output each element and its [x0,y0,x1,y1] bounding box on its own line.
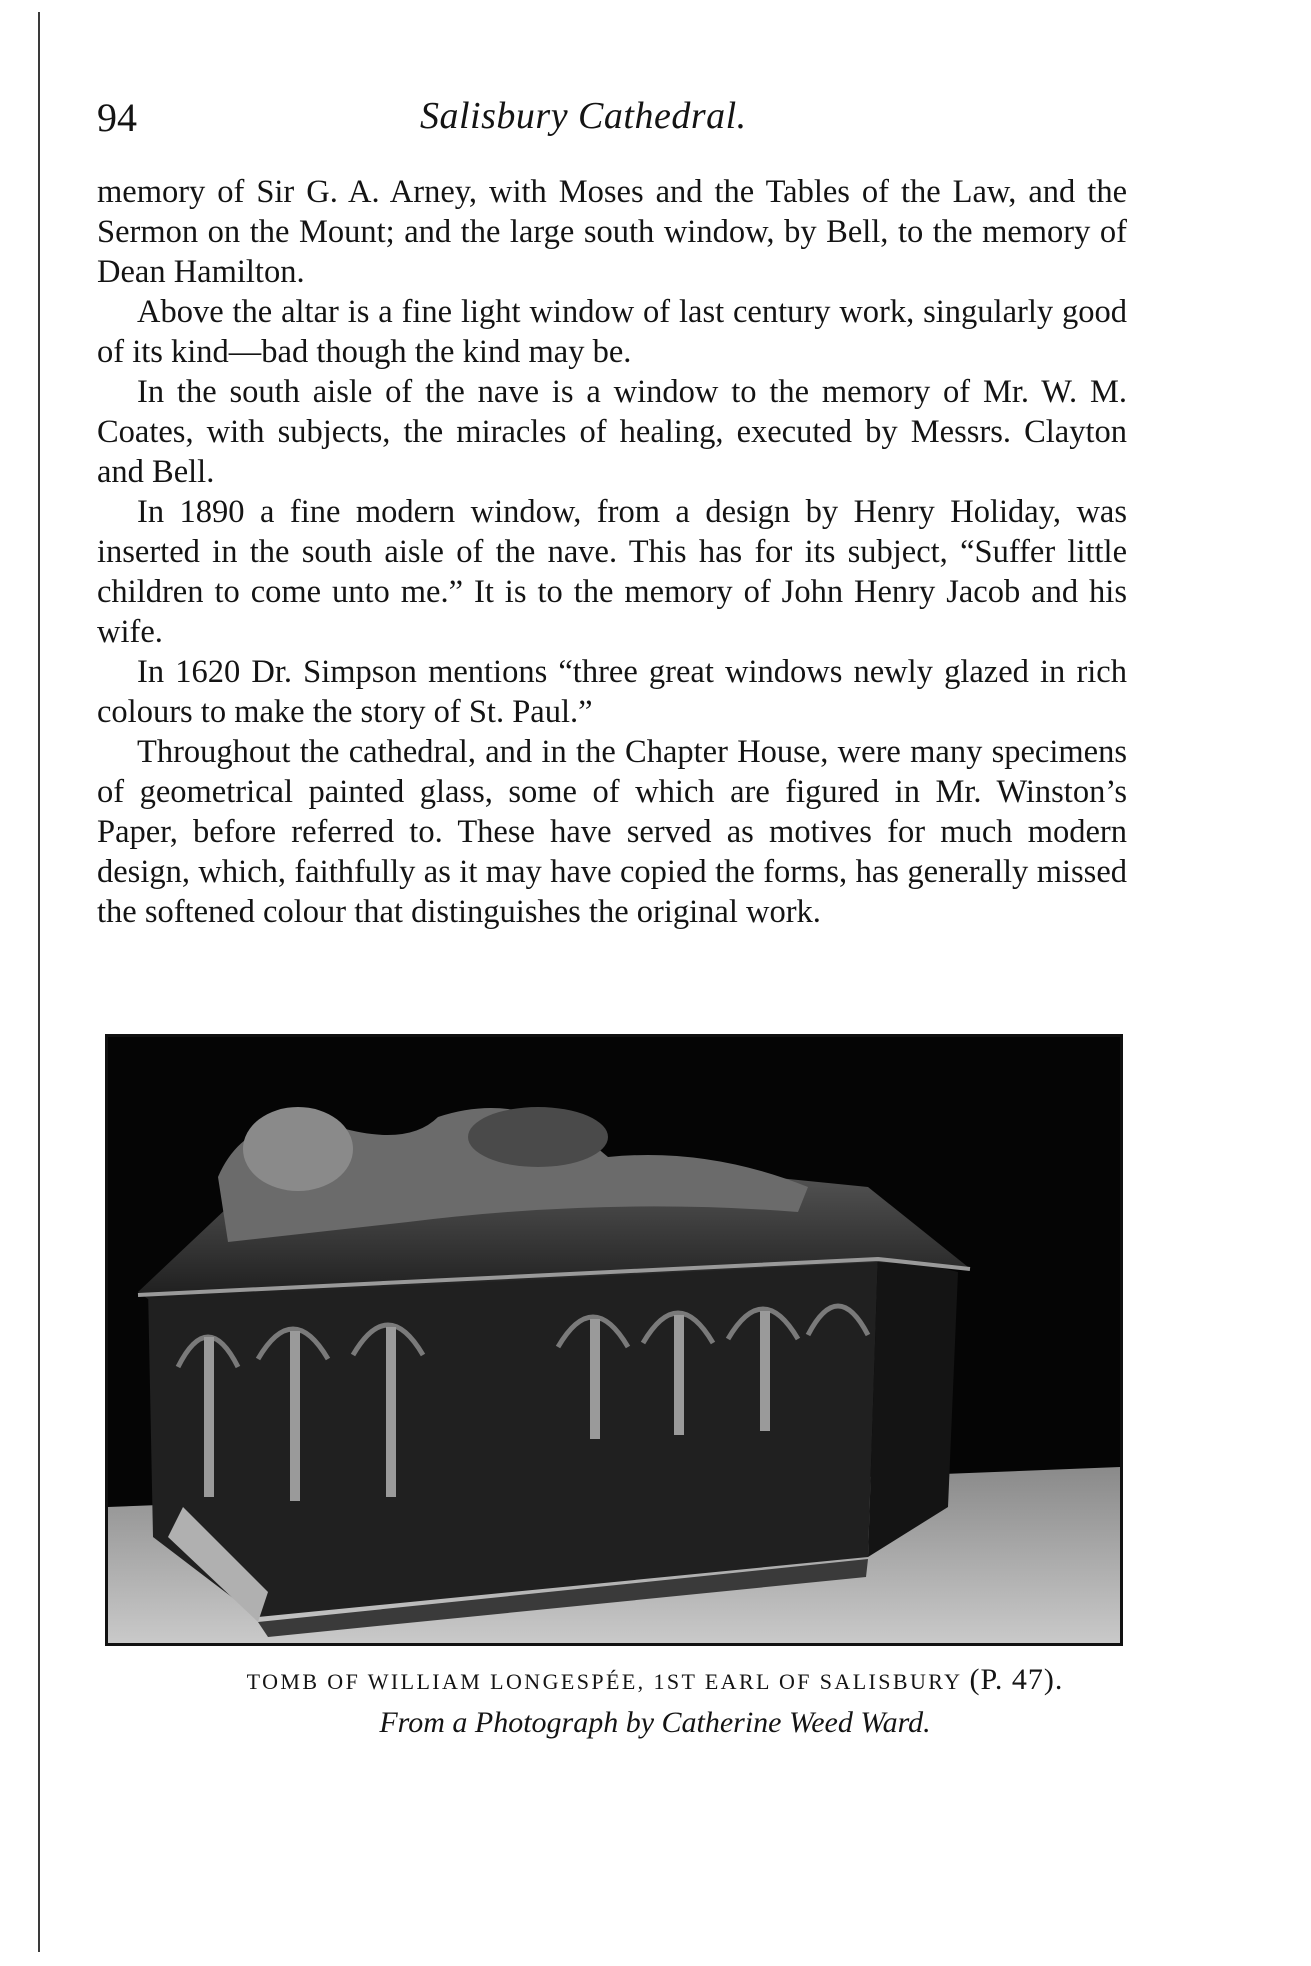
running-title: Salisbury Cathedral. [420,95,747,137]
figure-caption [80,1665,1230,1697]
paragraph: In the south aisle of the nave is a window to the memory of Mr. W. M. Coates, with subjects, the miracles of healing, executed by Messrs. Clayton and Bell. [97,374,1127,490]
paragraph: Throughout the cathedral, and in the Chapter House, were many specimens of geometrical painted glass, some of which are figured in Mr. Winston’s Paper, before referred to. These have served as motives for much modern design, which, faithfully as it may have copied the forms, has generally missed the softened colour that distinguishes the original work. [97,734,1127,930]
body-text [97,172,1127,932]
caption-title-text: TOMB OF WILLIAM LONGESPÉE, 1ST EARL OF SALISBURY [246,1669,962,1694]
photo-credit: From a Photograph by Catherine Weed Ward. [379,1706,931,1739]
paragraph: In 1620 Dr. Simpson mentions “three great windows newly glazed in rich colours to make the story of St. Paul.” [97,654,1127,730]
page-gutter-rule [38,12,40,1952]
paragraph: In 1890 a fine modern window, from a design by Henry Holiday, was inserted in the south aisle of the nave. This has for its subject, “Suffer little children to come unto me.” It is to the memory of John Henry Jacob and his wife. [97,494,1127,650]
paragraph: memory of Sir G. A. Arney, with Moses and the Tables of the Law, and the Sermon on the Mount; and the large south window, by Bell, to the memory of Dean Hamilton. [97,174,1127,290]
tomb-photograph [105,1034,1123,1646]
caption-page-reference: (P. 47). [969,1663,1064,1696]
page-number: 94 [97,95,137,140]
paragraph: Above the altar is a fine light window of last century work, singularly good of its kind—bad though the kind may be. [97,294,1127,370]
